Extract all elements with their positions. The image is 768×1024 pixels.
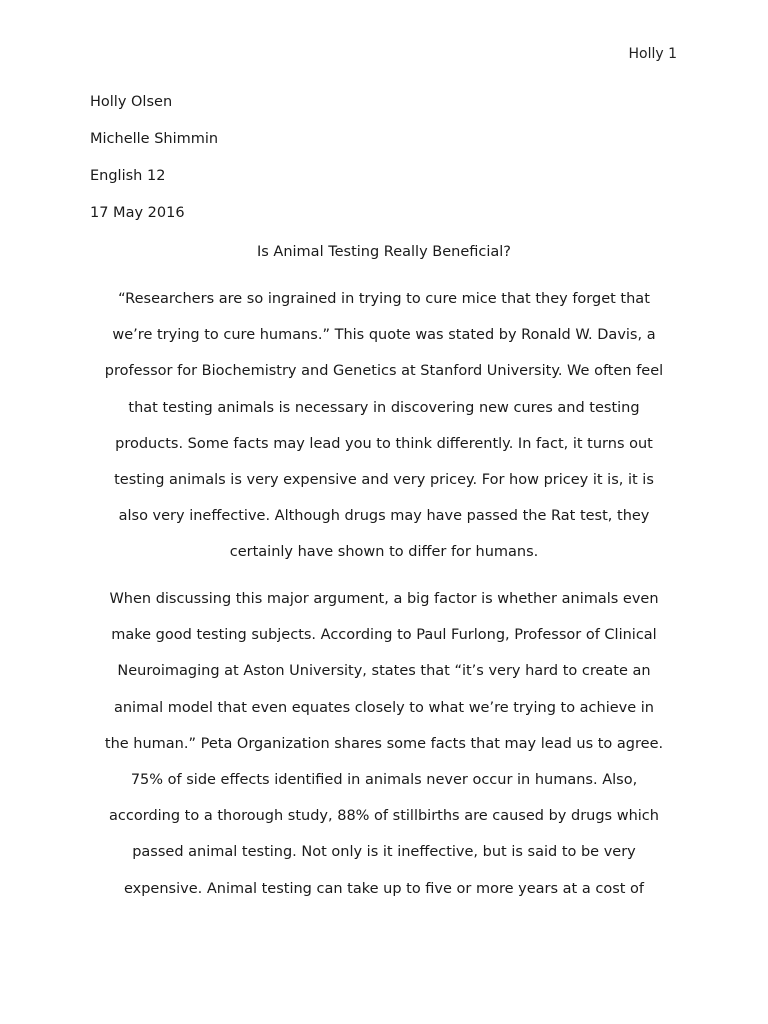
paragraph-line: products. Some facts may lead you to think differently. In fact, it turns out [115,435,653,452]
paragraph-line: When discussing this major argument, a big factor is whether animals even [109,591,659,607]
paragraph-line: the human.” Peta Organization shares some facts that may lead us to agree. [104,735,664,752]
paragraph-line: that testing animals is necessary in discovering new cures and testing [128,399,640,416]
page-header-label: Holly 1 [628,46,677,62]
paragraph-line: make good testing subjects. According to Paul Furlong, Professor of Clinical [111,627,657,644]
course-name: English 12 [90,168,166,184]
paragraph-line: 75% of side effects identified in animals never occur in humans. Also, [130,771,638,788]
instructor-name: Michelle Shimmin [90,131,219,147]
paragraph-line: we’re trying to cure humans.” This quote was stated by Ronald W. Davis, a [112,327,656,344]
paragraph-line: according to a thorough study, 88% of stillbirths are caused by drugs which [109,808,659,825]
paragraph-line: Neuroimaging at Aston University, states that “it’s very hard to create an [117,663,651,680]
paragraph-2 [60,581,708,907]
essay-title: Is Animal Testing Really Beneficial? [256,244,511,260]
author-name: Holly Olsen [90,94,173,110]
mla-heading [90,93,690,241]
paragraph-line: “Researchers are so ingrained in trying to cure mice that they forget that [118,291,650,307]
paragraph-line: also very ineffective. Although drugs may have passed the Rat test, they [118,508,650,525]
paragraph-line: animal model that even equates closely to what we’re trying to achieve in [113,699,655,716]
paragraph-1 [60,281,708,571]
paragraph-line: testing animals is very expensive and very pricey. For how pricey it is, it is [114,471,654,488]
paragraph-line: certainly have shown to differ for humans. [229,544,539,561]
paragraph-line: professor for Biochemistry and Genetics at Stanford University. We often feel [104,363,664,380]
paragraph-line: expensive. Animal testing can take up to five or more years at a cost of [123,880,645,897]
essay-date: 17 May 2016 [90,205,185,221]
paragraph-line: passed animal testing. Not only is it ineffective, but is said to be very [132,844,636,861]
